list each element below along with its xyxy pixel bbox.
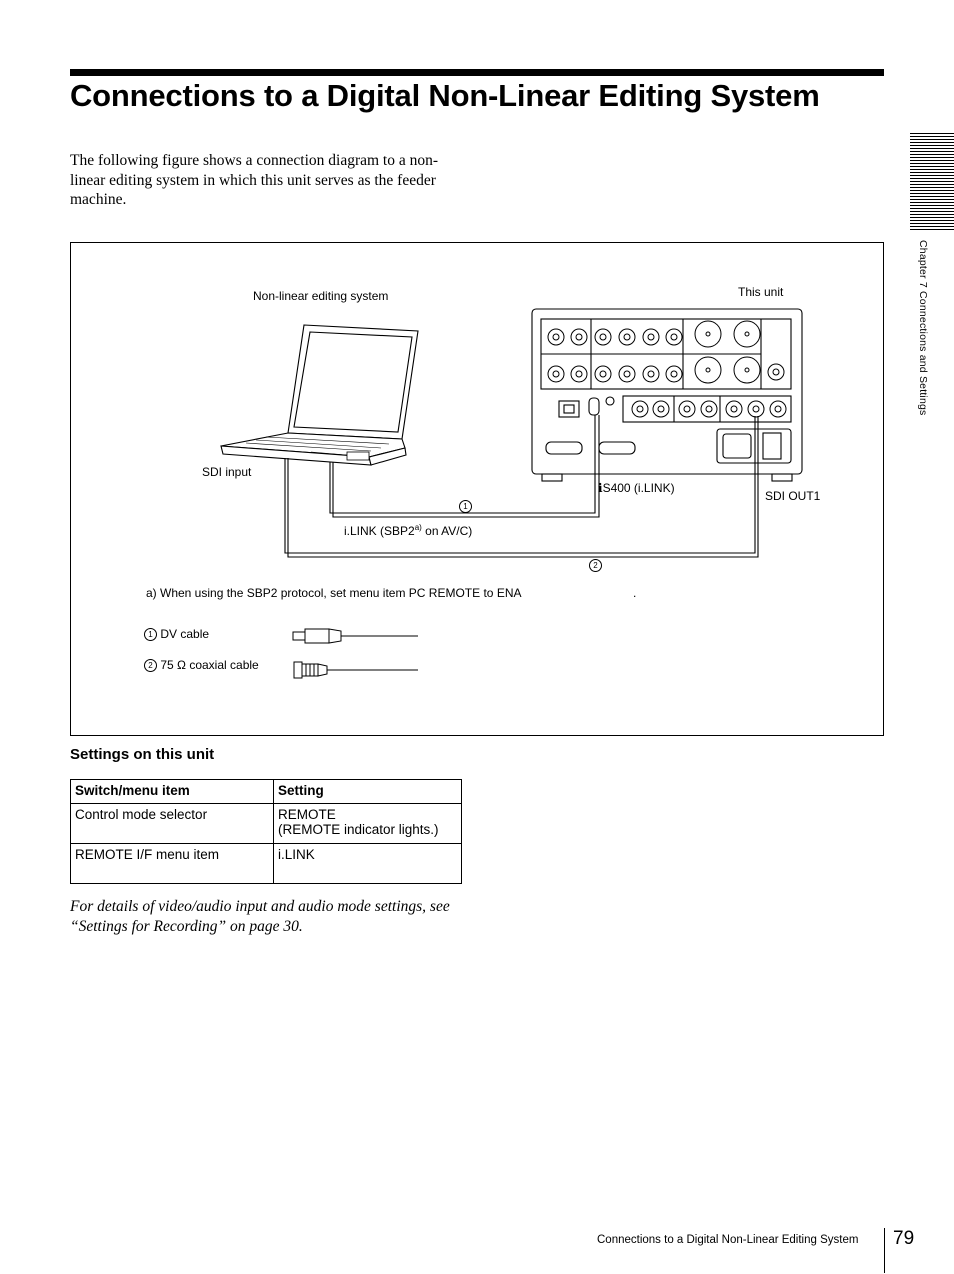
- nle-system-label: Non-linear editing system: [253, 289, 389, 303]
- ilink-icon: ℹ: [598, 481, 603, 495]
- diagram-footnote-end: .: [633, 586, 637, 600]
- chapter-side-label: Chapter 7 Connections and Settings: [917, 240, 929, 416]
- ilink-prefix: i.LINK (SBP2: [344, 524, 415, 538]
- cable-marker-2: [589, 558, 602, 572]
- legend-number: 1: [144, 628, 157, 641]
- column-header: Setting: [274, 780, 462, 804]
- ilink-protocol-label: [344, 523, 472, 538]
- dv-cable-icon: [293, 629, 418, 643]
- settings-heading: Settings on this unit: [70, 746, 215, 763]
- laptop-illustration: [221, 325, 418, 465]
- cable-number-1: 1: [459, 500, 472, 513]
- chapter-thumb-tab: [910, 133, 954, 231]
- sdi-input-label: SDI input: [202, 465, 252, 479]
- coaxial-cable-icon: [294, 662, 418, 678]
- s400-text: S400 (i.LINK): [602, 481, 675, 495]
- diagram-footnote: a) When using the SBP2 protocol, set menu item PC REMOTE to ENA: [146, 586, 522, 600]
- this-unit-label: This unit: [738, 285, 784, 299]
- page-number: 79: [893, 1228, 915, 1249]
- legend-number: 2: [144, 659, 157, 672]
- sdi-out-label: SDI OUT1: [765, 489, 821, 503]
- page-title: Connections to a Digital Non-Linear Editing System: [70, 78, 820, 113]
- column-header: Switch/menu item: [71, 780, 274, 804]
- legend-item-dv-cable: [144, 627, 209, 641]
- ilink-suffix: on AV/C): [421, 524, 473, 538]
- footer-section-title: Connections to a Digital Non-Linear Editing System: [597, 1234, 859, 1246]
- legend-label: 75 Ω coaxial cable: [160, 658, 259, 672]
- title-rule: [70, 69, 884, 76]
- setting-value: i.LINK: [278, 847, 315, 862]
- ilink-footnote-mark: a): [414, 523, 422, 532]
- cable-marker-1: [459, 499, 472, 513]
- footer-divider: [884, 1228, 885, 1273]
- legend-item-coaxial-cable: [144, 658, 259, 672]
- connection-diagram: [70, 242, 884, 736]
- intro-paragraph: The following figure shows a connection diagram to a non-linear editing system in which this unit serves as the feeder machine.: [70, 152, 439, 208]
- reference-note: For details of video/audio input and audio mode settings, see “Settings for Recording” on page 30.: [70, 898, 450, 935]
- table-cell: REMOTE I/F menu item: [71, 844, 274, 884]
- table-row: [71, 844, 462, 884]
- setting-value: REMOTE: [278, 807, 336, 822]
- settings-table: [70, 779, 462, 884]
- table-header-row: [71, 780, 462, 804]
- setting-note: (REMOTE indicator lights.): [278, 822, 439, 837]
- table-cell: Control mode selector: [71, 804, 274, 844]
- table-cell: [274, 844, 462, 884]
- table-row: [71, 804, 462, 844]
- legend-label: DV cable: [160, 627, 210, 641]
- cable-number-2: 2: [589, 559, 602, 572]
- table-cell: [274, 804, 462, 844]
- s400-label: [598, 481, 675, 495]
